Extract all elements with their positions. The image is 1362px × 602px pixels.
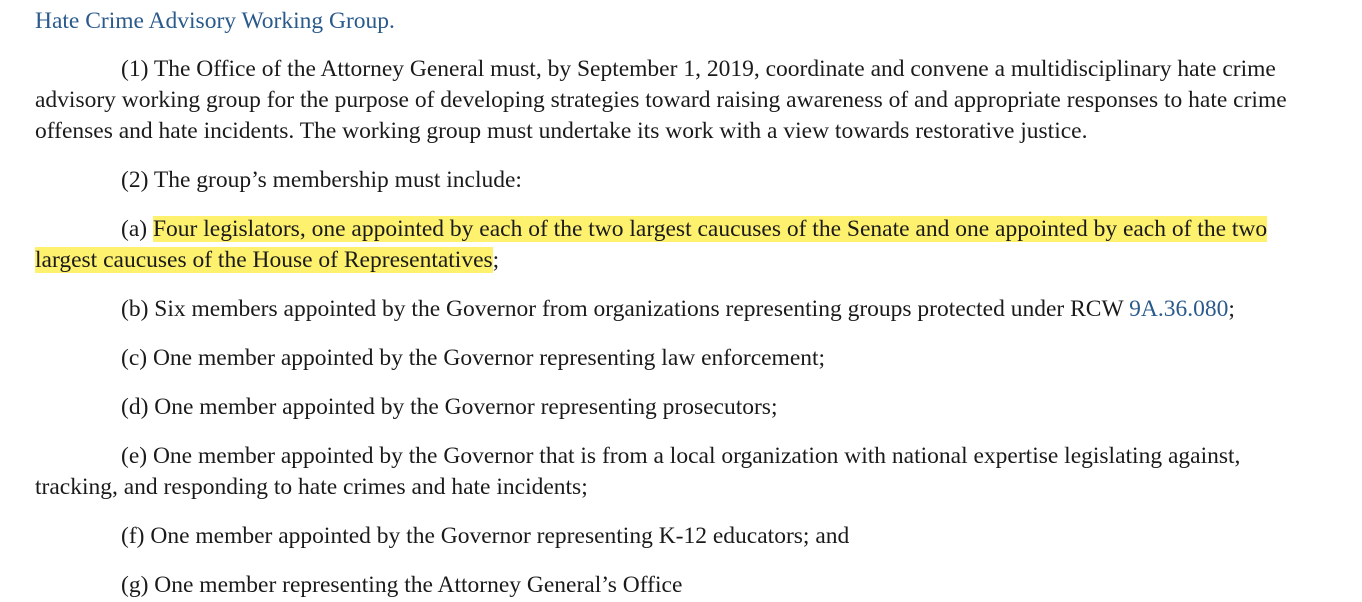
paragraph-2: (2) The group’s membership must include: xyxy=(121,167,522,193)
item-a-highlighted-text: Four legislators, one appointed by each of the two largest caucuses of the Senate and one appointed by each of the two largest caucuses of the House of Representatives xyxy=(35,216,1268,273)
item-d: (d) One member appointed by the Governor representing prosecutors; xyxy=(121,394,778,420)
rcw-link[interactable]: 9A.36.080 xyxy=(1129,296,1229,322)
item-b-suffix: ; xyxy=(1228,296,1235,322)
item-b-text: (b) Six members appointed by the Governor from organizations representing groups protected under RCW xyxy=(121,296,1130,322)
item-a-suffix: ; xyxy=(492,247,500,273)
section-heading: Hate Crime Advisory Working Group. xyxy=(35,8,395,34)
item-c: (c) One member appointed by the Governor representing law enforcement; xyxy=(121,345,826,371)
document-page xyxy=(35,0,1325,601)
item-a xyxy=(35,214,1325,276)
item-a-prefix: (a) xyxy=(121,216,153,242)
item-g: (g) One member representing the Attorney General’s Office xyxy=(121,572,683,598)
item-b xyxy=(35,294,1325,325)
item-f: (f) One member appointed by the Governor representing K-12 educators; and xyxy=(121,523,850,549)
paragraph-1: (1) The Office of the Attorney General must, by September 1, 2019, coordinate and convene a multidisciplinary hate crime advisory working group for the purpose of developing strategies toward raising awareness of and appropriate responses to hate crime offenses and hate incidents. The working group must undertake its work with a view towards restorative justice. xyxy=(35,56,1287,144)
item-e: (e) One member appointed by the Governor that is from a local organization with national expertise legislating against, tracking, and responding to hate crimes and hate incidents; xyxy=(35,443,1241,500)
